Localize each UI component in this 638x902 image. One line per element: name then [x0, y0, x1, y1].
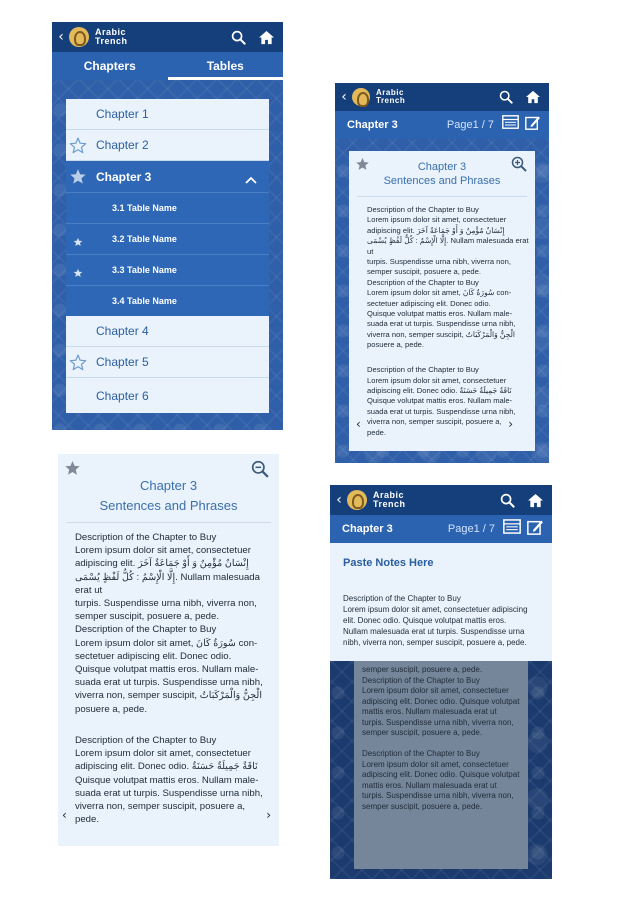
text-line: Description of the Chapter to Buy — [75, 735, 217, 747]
chapter-row-5[interactable] — [66, 347, 269, 378]
search-icon[interactable] — [500, 493, 515, 508]
reader-screen — [335, 83, 549, 463]
text-line: sectetuer adipiscing elit. Donec odio. — [367, 298, 491, 308]
notes-text[interactable] — [343, 593, 542, 648]
logo-icon — [347, 490, 367, 510]
chapter-row-2[interactable] — [66, 130, 269, 161]
text-line: turpis. Suspendisse urna nibh, viverra non, — [75, 598, 257, 610]
chapter-label: Chapter 1 — [96, 107, 149, 121]
text-line: Quisque volutpat mattis eros. Nullam male- — [75, 774, 259, 786]
text-line: adipiscing elit. Donec odio. نَاقَةٌ جَمِيلَةٌ حَسَنَةٌ — [367, 385, 512, 395]
note-line: Nullam malesuada erat ut turpis. Suspendisse urna — [343, 627, 525, 636]
table-label: 3.1 Table Name — [112, 203, 177, 213]
text-line: Description of the Chapter to Buy — [367, 365, 479, 375]
text-line: Quisque volutpat mattis eros. Nullam male- — [367, 309, 513, 319]
note-line: Description of the Chapter to Buy — [343, 594, 461, 603]
star-filled-icon[interactable] — [73, 265, 83, 283]
note-line: nibh, viverra non, semper suscipit, posuere a, pede. — [343, 638, 527, 647]
text-line: Lorem ipsum dolor sit amet, سُورَةٌ كَانَ con- — [75, 637, 258, 649]
logo-icon — [352, 88, 370, 106]
table-row-3-1[interactable] — [66, 192, 269, 223]
app-logo-text — [376, 89, 405, 105]
note-line: Lorem ipsum dolor sit amet, consectetuer adipiscing — [343, 605, 528, 614]
chapter-row-6[interactable] — [66, 378, 269, 413]
text-line: Lorem ipsum dolor sit amet, consectetuer — [367, 215, 507, 225]
logo-line-2: Trench — [95, 36, 128, 46]
text-line: adipiscing elit. Donec odio. نَاقَةٌ جَمِيلَةٌ حَسَنَةٌ — [75, 761, 258, 773]
dimmed-line: semper suscipit, posuere a, pede. — [362, 801, 483, 811]
text-line: sectetuer adipiscing elit. Donec odio. — [75, 650, 232, 662]
section-title-bar — [330, 515, 552, 543]
chapter-text — [75, 531, 273, 827]
back-button[interactable]: ‹ — [336, 492, 342, 508]
divider — [357, 196, 527, 197]
dimmed-line — [362, 739, 522, 750]
edit-notes-icon[interactable] — [525, 115, 541, 135]
chapter-text — [367, 205, 529, 438]
chapter-label: Chapter 2 — [96, 138, 149, 152]
divider — [66, 522, 271, 523]
text-line: turpis. Suspendisse urna nibh, viverra non, — [367, 257, 511, 267]
tab-chapters[interactable]: Chapters — [83, 59, 136, 73]
table-label: 3.2 Table Name — [112, 234, 177, 244]
next-page-button[interactable]: › — [508, 417, 513, 431]
text-line: viverra non, semper suscipit, الْجِنُّ وَالْمَرْكَبَاتُ — [367, 329, 516, 339]
dimmed-line: Lorem ipsum dolor sit amet, consectetuer — [362, 759, 509, 769]
text-line: viverra non, semper suscipit, الْجِنُّ وَالْمَرْكَبَاتُ — [75, 690, 262, 702]
dimmed-line: mattis eros. Nullam malesuada erat ut — [362, 707, 497, 716]
card-title: Chapter 3 — [417, 161, 467, 173]
text-line: Description of the Chapter to Buy — [75, 624, 217, 636]
back-button[interactable]: ‹ — [341, 89, 347, 105]
table-row-3-2[interactable] — [66, 223, 269, 254]
card-subtitle: Sentences and Phrases — [99, 498, 238, 513]
card-heading — [349, 160, 535, 188]
dimmed-line: Description of the Chapter to Buy — [362, 675, 480, 685]
chapter-row-4[interactable] — [66, 316, 269, 347]
table-row-3-3[interactable] — [66, 254, 269, 285]
text-line: Quisque volutpat mattis eros. Nullam male- — [367, 396, 513, 406]
dimmed-line: Lorem ipsum dolor sit amet, consectetuer — [362, 686, 509, 695]
star-outline-icon[interactable] — [69, 137, 87, 159]
paragraph-gap — [367, 351, 529, 365]
card-subtitle: Sentences and Phrases — [383, 175, 501, 187]
page-indicator: Page1 / 7 — [446, 119, 494, 131]
text-line: suada erat ut turpis. Suspendisse urna nibh, — [367, 406, 516, 416]
text-line: Description of the Chapter to Buy — [367, 205, 479, 214]
notes-screen — [330, 485, 552, 879]
chapter-row-3-expanded[interactable] — [66, 161, 269, 192]
text-line: viverra non, semper suscipit, posuere a, — [367, 417, 502, 427]
text-line: posuere a, pede. — [367, 340, 424, 350]
chapter-label: Chapter 4 — [96, 324, 149, 338]
app-header — [330, 485, 552, 515]
chapters-screen — [52, 22, 283, 430]
chapter-content-card — [349, 151, 535, 451]
logo-line-1: Arabic — [373, 490, 405, 500]
paragraph-gap — [75, 716, 273, 734]
prev-page-button[interactable]: ‹ — [62, 808, 67, 822]
chapter-label: Chapter 5 — [96, 355, 149, 369]
text-line: إِلَّا الْإِسْمُ : كُلُّ لَفْظٍ يُسْمَى. Nullam malesuada erat ut — [75, 571, 260, 596]
chapter-row-1[interactable] — [66, 99, 269, 130]
table-label: 3.3 Table Name — [112, 265, 177, 275]
text-line: adipiscing elit. إِنْسَانٌ مُؤْمِنٌ وَ أَوْ جَمَاعَةٌ آخَرَ — [75, 558, 249, 570]
text-line: semper suscipit, posuere a, pede. — [75, 611, 219, 623]
app-logo-text — [95, 28, 128, 46]
search-icon[interactable] — [499, 90, 513, 104]
chapter-label: Chapter 6 — [96, 388, 149, 403]
tab-bar — [52, 52, 283, 80]
table-view-icon[interactable] — [502, 115, 519, 135]
dimmed-line: mattis eros. Nullam malesuada erat ut — [362, 780, 497, 790]
page-indicator: Page1 / 7 — [447, 523, 495, 535]
back-button[interactable]: ‹ — [58, 29, 64, 45]
section-title-bar — [335, 111, 549, 139]
logo-icon — [69, 27, 89, 47]
app-logo-text — [373, 491, 406, 509]
text-line: semper suscipit, posuere a, pede. — [367, 267, 481, 277]
table-label: 3.4 Table Name — [112, 296, 177, 306]
dimmed-line: adipiscing elit. Donec odio. Quisque volutpat — [362, 696, 520, 706]
card-title: Chapter 3 — [139, 478, 198, 493]
app-header — [52, 22, 283, 52]
dimmed-line: Description of the Chapter to Buy — [362, 749, 480, 758]
text-line: suada erat ut turpis. Suspendisse urna nibh, — [75, 677, 263, 689]
text-line: Lorem ipsum dolor sit amet, consectetuer — [367, 375, 507, 385]
table-view-icon[interactable] — [503, 519, 521, 540]
text-line: Lorem ipsum dolor sit amet, سُورَةٌ كَانَ con- — [367, 288, 512, 298]
text-line: Lorem ipsum dolor sit amet, consectetuer — [75, 748, 251, 760]
zoomed-content-card — [58, 454, 279, 846]
dimmed-text — [362, 665, 522, 812]
chapter-list — [66, 99, 269, 413]
table-row-3-4[interactable] — [66, 285, 269, 316]
text-line: adipiscing elit. إِنْسَانٌ مُؤْمِنٌ وَ أَوْ جَمَاعَةٌ آخَرَ — [367, 225, 505, 235]
prev-page-button[interactable]: ‹ — [356, 417, 361, 431]
dimmed-line: turpis. Suspendisse urna nibh, viverra non, — [362, 791, 514, 800]
text-line: إِلَّا الْإِسْمُ : كُلُّ لَفْظٍ يُسْمَى. Nullam malesuada erat ut — [367, 236, 529, 256]
text-line: Description of the Chapter to Buy — [75, 532, 217, 543]
text-line: pede. — [75, 814, 100, 826]
home-icon[interactable] — [525, 90, 541, 104]
logo-line-2: Trench — [373, 499, 406, 509]
home-icon[interactable] — [258, 30, 275, 45]
logo-line-2: Trench — [376, 96, 406, 105]
card-heading — [58, 476, 279, 516]
chevron-up-icon[interactable] — [245, 171, 257, 189]
star-outline-icon[interactable] — [69, 354, 87, 376]
dimmed-line: adipiscing elit. Donec odio. Quisque volutpat — [362, 770, 520, 779]
notes-panel[interactable] — [330, 543, 552, 661]
home-icon[interactable] — [527, 493, 544, 508]
note-line: elit. Donec odio. Quisque volutpat mattis eros. — [343, 616, 507, 625]
text-line: Quisque volutpat mattis eros. Nullam male- — [75, 664, 259, 676]
app-header — [335, 83, 549, 111]
dimmed-content-card — [354, 661, 528, 869]
text-line: viverra non, semper suscipit, posuere a, — [75, 801, 246, 813]
text-line: Description of the Chapter to Buy — [367, 277, 479, 287]
chapter-title: Chapter 3 — [342, 523, 393, 535]
text-line: Lorem ipsum dolor sit amet, consectetuer — [75, 545, 251, 557]
edit-notes-icon[interactable] — [527, 519, 544, 540]
star-filled-icon[interactable] — [69, 168, 87, 190]
text-line: pede. — [367, 427, 387, 437]
notes-title: Paste Notes Here — [343, 557, 434, 569]
text-line: posuere a, pede. — [75, 703, 148, 715]
tab-tables[interactable]: Tables — [168, 52, 284, 80]
logo-line-1: Arabic — [95, 27, 127, 37]
logo-line-1: Arabic — [376, 88, 404, 97]
dimmed-line: semper suscipit, posuere a, pede. — [362, 728, 483, 737]
dimmed-line: semper suscipit, posuere a, pede. — [362, 665, 483, 674]
text-line: suada erat ut turpis. Suspendisse urna nibh, — [367, 319, 516, 329]
chapter-label: Chapter 3 — [96, 169, 152, 184]
next-page-button[interactable]: › — [266, 808, 271, 822]
text-line: suada erat ut turpis. Suspendisse urna nibh, — [75, 787, 263, 799]
dimmed-line: turpis. Suspendisse urna nibh, viverra non, — [362, 717, 514, 727]
chapter-title: Chapter 3 — [347, 119, 398, 131]
search-icon[interactable] — [231, 30, 246, 45]
star-filled-icon[interactable] — [73, 234, 83, 252]
